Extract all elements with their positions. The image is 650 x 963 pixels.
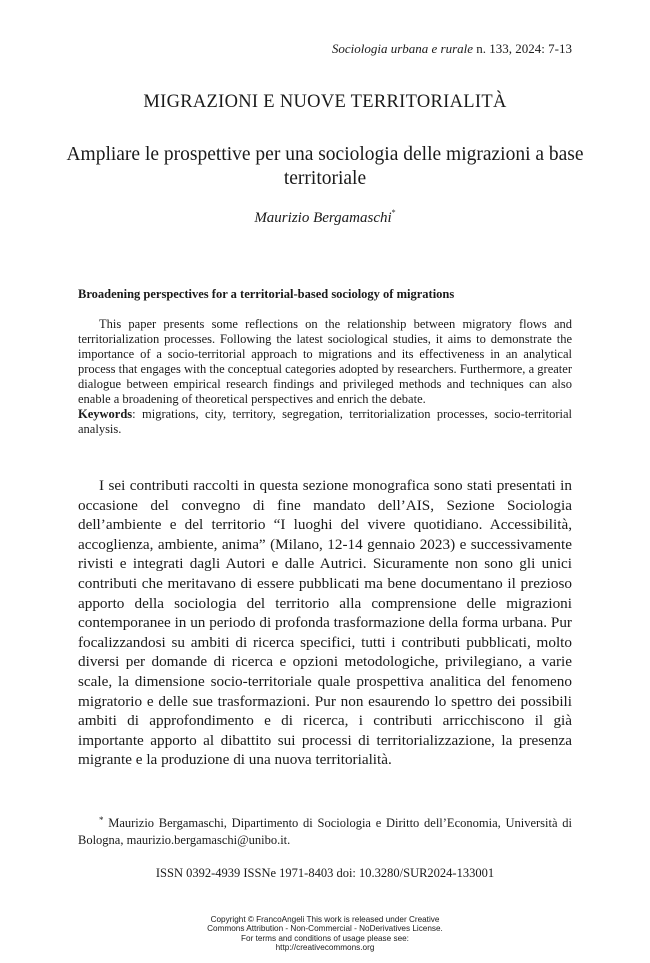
- abstract-text: This paper presents some reflections on the relationship between migratory flows and territorialization processes. Following the latest sociological studies, it aims to demonstrate the importance of a socio-territorial approach to migrations and its effectiveness in an analytical process that engages with the conceptual categories adopted by researchers. Furthermore, a greater dialogue between empirical research findings and privileged methods and techniques can also enable a broadening of theoretical perspectives and enrich the debate.: [78, 317, 572, 406]
- license-line-1: Copyright © FrancoAngeli This work is released under Creative: [210, 915, 440, 924]
- issn-doi-line: ISSN 0392-4939 ISSNe 1971-8403 doi: 10.3280/SUR2024-133001: [155, 866, 495, 880]
- issue-info: n. 133, 2024: 7-13: [473, 41, 572, 56]
- license-notice: [0, 915, 650, 953]
- keywords-list: : migrations, city, territory, segregation, territorialization processes, socio-territorial analysis.: [78, 407, 572, 436]
- author-footnote-mark: *: [391, 208, 396, 217]
- article-title: Ampliare le prospettive per una sociologia delle migrazioni a base territoriale: [66, 144, 584, 189]
- section-title: MIGRAZIONI E NUOVE TERRITORIALITÀ: [143, 92, 507, 112]
- footnote-text: Maurizio Bergamaschi, Dipartimento di Sociologia e Diritto dell’Economia, Università di Bologna, maurizio.bergamaschi@unibo.it.: [78, 816, 572, 847]
- author-line: [0, 208, 650, 227]
- license-line-2: Commons Attribution - Non-Commercial - NoDerivatives License.: [207, 924, 443, 934]
- abstract-title: Broadening perspectives for a territorial-based sociology of migrations: [78, 287, 455, 301]
- footnote: [78, 812, 572, 849]
- running-head: [332, 41, 572, 57]
- footnote-mark: *: [99, 815, 104, 825]
- license-line-3: For terms and conditions of usage please see:: [241, 933, 409, 943]
- keywords-label: Keywords: [78, 407, 133, 421]
- license-link[interactable]: http://creativecommons.org: [275, 943, 375, 953]
- body-paragraph: I sei contributi raccolti in questa sezione monografica sono stati presentati in occasione del convegno di fine mandato dell’AIS, Sezione Sociologia dell’ambiente e del territorio “I luoghi del vivere quotidiano. Accessibilità, accoglienza, ambiente, anima” (Milano, 12-14 gennaio 2023) e successivamente rivisti e integrati dagli Autori e dalle Autrici. Sicuramente non sono gli unici contributi che meritavano di essere pubblicati ma bene documentano il prezioso apporto della sociologia del territorio alla comprensione delle migrazioni contemporanee in un periodo di profonda trasformazione della forma urbana. Pur focalizzandosi su ambiti di ricerca specifici, tutti i contributi pubblicati, molto diversi per domande di ricerca e opzioni metodologiche, privilegiano, a varie scale, la dimensione socio-territoriale quale prospettiva analitica del fenomeno migratorio e delle sue trasformazioni. Pur non esaurendo lo spettro dei possibili ambiti di approfondimento e di ricerca, i contributi arricchiscono il già importante apporto al dibattito sui processi di territorializzazione, la presenza migrante e la produzione di una nuova territorialità.: [78, 477, 572, 769]
- keywords: [78, 407, 572, 437]
- journal-name: Sociologia urbana e rurale: [331, 41, 474, 56]
- author-name: Maurizio Bergamaschi: [254, 210, 392, 226]
